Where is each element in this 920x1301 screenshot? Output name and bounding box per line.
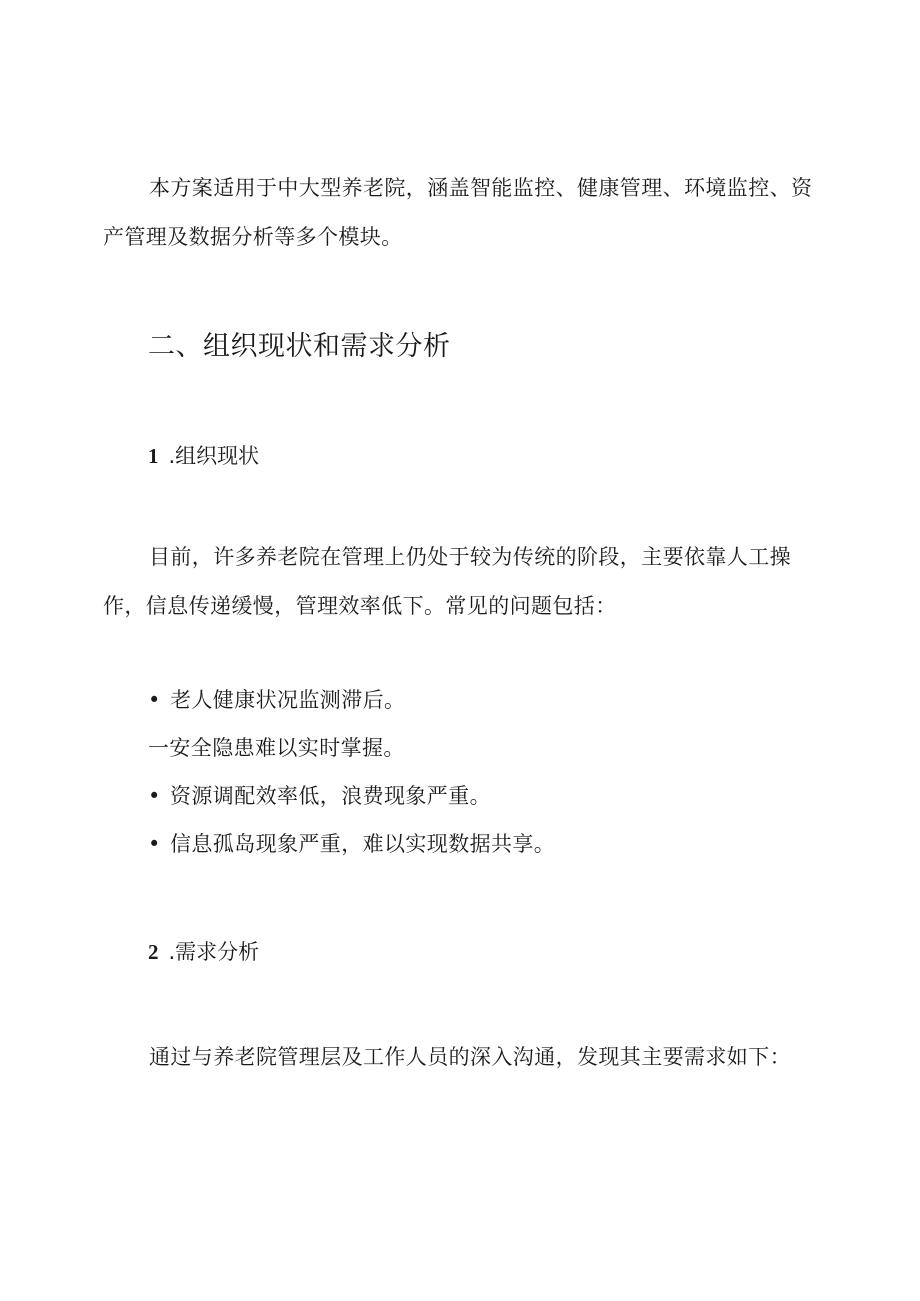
list-item-text: 资源调配效率低，浪费现象严重。 [170, 784, 491, 808]
bullet-icon: • [148, 688, 161, 712]
list-item-text: 老人健康状况监测滞后。 [170, 688, 406, 712]
subsection-number: 2 [148, 940, 159, 964]
list-item [148, 772, 555, 820]
problem-list [148, 676, 555, 868]
needs-paragraph: 通过与养老院管理层及工作人员的深入沟通，发现其主要需求如下： [149, 1045, 791, 1069]
list-item [148, 820, 555, 868]
list-item [148, 724, 555, 772]
bullet-icon: • [148, 832, 161, 856]
list-item [148, 676, 555, 724]
subsection-title: .需求分析 [168, 940, 260, 964]
subsection-number: 1 [148, 444, 159, 468]
subsection-heading-needs [148, 936, 259, 966]
status-paragraph: 目前，许多养老院在管理上仍处于较为传统的阶段，主要依靠人工操作，信息传递缓慢，管理效率低下。常见的问题包括： [103, 545, 791, 618]
scope-paragraph: 本方案适用于中大型养老院，涵盖智能监控、健康管理、环境监控、资产管理及数据分析等多个模块。 [103, 176, 813, 249]
list-item-text: 信息孤岛现象严重，难以实现数据共享。 [170, 832, 556, 856]
subsection-heading-status [148, 440, 259, 470]
list-item-text: 一安全隐患难以实时掌握。 [148, 736, 405, 760]
section-heading-status-and-needs: 二、组织现状和需求分析 [148, 331, 451, 362]
subsection-title: .组织现状 [168, 444, 260, 468]
bullet-icon: • [148, 784, 161, 808]
